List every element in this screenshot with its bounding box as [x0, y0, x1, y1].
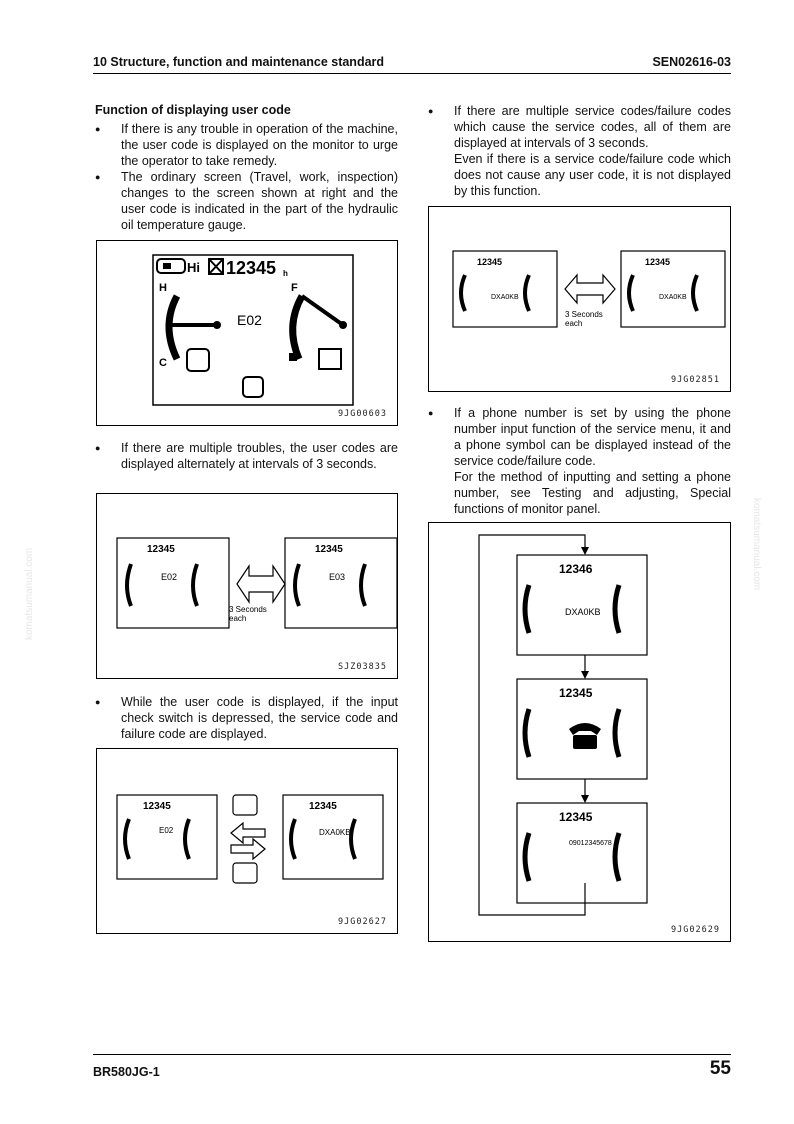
bullet-item: ● While the user code is displayed, if the input check switch is depressed, the service code and failure code are displayed.: [93, 694, 398, 742]
figure-code: SJZ03835: [338, 662, 387, 672]
figure-multiple-service-codes: [428, 206, 731, 392]
svg-text:h: h: [283, 269, 288, 278]
bullet-list-3: [93, 694, 398, 742]
svg-text:E02: E02: [159, 826, 174, 835]
svg-text:each: each: [229, 614, 247, 623]
svg-text:each: each: [565, 319, 583, 328]
svg-text:12345: 12345: [315, 544, 343, 555]
svg-text:F: F: [291, 282, 298, 294]
svg-text:3 Seconds: 3 Seconds: [229, 605, 267, 614]
svg-text:DXA0KB: DXA0KB: [491, 294, 519, 301]
footer-rule: [93, 1054, 731, 1055]
figure-user-code-display: [96, 240, 398, 426]
phone-number-cycle-diagram: [429, 523, 730, 941]
svg-text:H: H: [159, 282, 167, 294]
watermark-right: komatsumanual.com: [751, 498, 762, 591]
svg-text:12345: 12345: [143, 801, 171, 812]
svg-text:12345: 12345: [309, 801, 337, 812]
svg-text:DXA0KB: DXA0KB: [319, 828, 351, 837]
svg-text:Hi: Hi: [187, 260, 200, 275]
svg-text:12345: 12345: [226, 258, 277, 278]
svg-text:12345: 12345: [645, 257, 671, 267]
bullet-item: ● If there are multiple troubles, the user codes are displayed alternately at intervals of 3 seconds.: [93, 440, 398, 472]
svg-text:12345: 12345: [559, 686, 593, 700]
bullet-list-1: [93, 121, 398, 233]
figure-code: 9JG00603: [338, 409, 387, 419]
multiple-service-codes-diagram: [429, 207, 730, 391]
paragraph: Even if there is a service code/failure code which does not cause any user code, it is not displayed by this function.: [454, 152, 731, 198]
svg-text:E03: E03: [329, 572, 346, 582]
bullet-list-right-1: [426, 103, 731, 151]
svg-text:12345: 12345: [559, 810, 593, 824]
svg-text:3 Seconds: 3 Seconds: [565, 310, 603, 319]
watermark-left: komatsumanual.com: [24, 547, 35, 640]
figure-service-code-display: [96, 748, 398, 934]
paragraph: For the method of inputting and setting a phone number, see Testing and adjusting, Special functions of monitor panel.: [454, 470, 731, 516]
alternating-codes-diagram: [97, 494, 397, 678]
footer-model: BR580JG-1: [93, 1065, 160, 1079]
header-doc-code: SEN02616-03: [652, 55, 731, 69]
svg-text:DXA0KB: DXA0KB: [659, 294, 687, 301]
svg-text:09012345678: 09012345678: [569, 840, 612, 847]
svg-text:DXA0KB: DXA0KB: [565, 607, 601, 617]
figure-code: 9JG02627: [338, 917, 387, 927]
figure-phone-number-display: [428, 522, 731, 942]
svg-text:C: C: [159, 357, 167, 369]
figure-alternating-user-codes: [96, 493, 398, 679]
page-number: 55: [709, 1058, 731, 1079]
service-code-diagram: [97, 749, 397, 933]
bullet-item: ● If a phone number is set by using the phone number input function of the service menu, it and a phone symbol can be displayed instead of the service code/failure code.: [426, 405, 731, 469]
svg-text:E02: E02: [237, 312, 262, 328]
bullet-item: ● If there is any trouble in operation of the machine, the user code is displayed on the monitor to urge the operator to take remedy.: [93, 121, 398, 169]
header-section-title: 10 Structure, function and maintenance standard: [93, 55, 385, 69]
bullet-item: ● The ordinary screen (Travel, work, inspection) changes to the screen shown at right and the user code is indicated in the part of the hydraulic oil temperature gauge.: [93, 169, 398, 233]
svg-text:E02: E02: [161, 572, 178, 582]
section-heading: Function of displaying user code: [95, 103, 291, 117]
figure-code: 9JG02851: [671, 375, 720, 385]
bullet-item: ● If there are multiple service codes/failure codes which cause the service codes, all of them are displayed at intervals of 3 seconds.: [426, 103, 731, 151]
header-rule: [93, 73, 731, 74]
svg-text:12346: 12346: [559, 562, 593, 576]
bullet-list-right-2: [426, 405, 731, 469]
svg-text:12345: 12345: [147, 544, 175, 555]
monitor-panel-diagram: [97, 241, 397, 425]
svg-text:12345: 12345: [477, 257, 503, 267]
figure-code: 9JG02629: [671, 925, 720, 935]
bullet-list-2: [93, 440, 398, 472]
